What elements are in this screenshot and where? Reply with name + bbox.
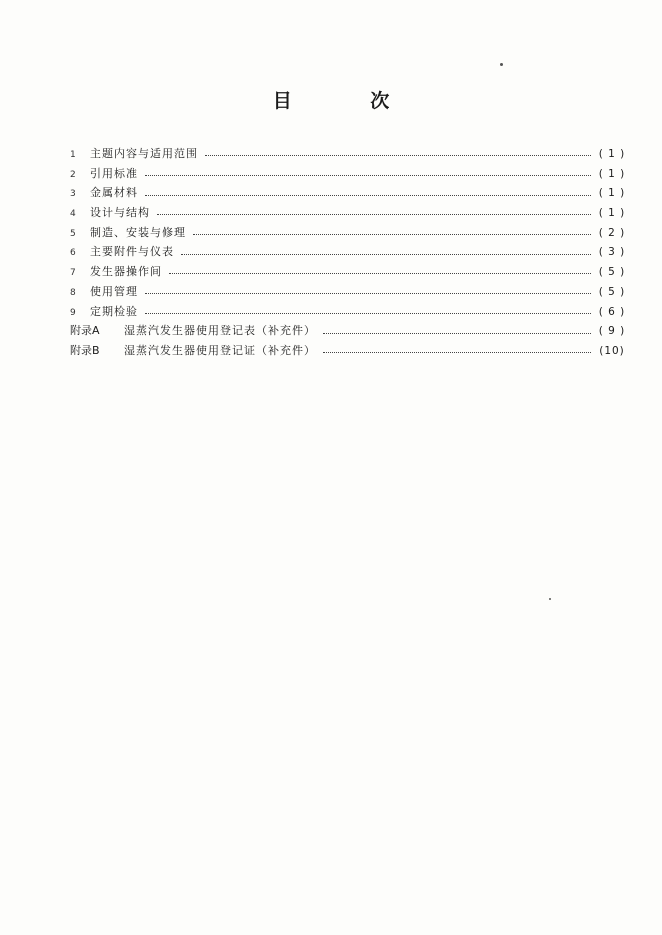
toc-label: 制造、安装与修理	[90, 225, 186, 239]
toc-number: 6	[70, 248, 76, 259]
toc-page-number: ( 5 )	[598, 285, 626, 298]
toc-label: 湿蒸汽发生器使用登记证（补充件）	[124, 343, 316, 357]
toc-entry[interactable]	[70, 262, 630, 282]
toc-label: 主题内容与适用范围	[90, 147, 198, 160]
toc-label: 湿蒸汽发生器使用登记表（补充件）	[124, 324, 316, 338]
toc-page-number: ( 2 )	[598, 226, 626, 239]
dot-leader	[145, 185, 591, 196]
dot-leader	[157, 204, 591, 215]
toc-entry[interactable]	[70, 302, 630, 322]
toc-appendix-entry[interactable]	[70, 341, 630, 361]
toc-label: 定期检验	[90, 304, 138, 318]
toc-page-number: ( 6 )	[598, 305, 626, 318]
toc-label: 设计与结构	[90, 206, 150, 220]
toc-label: 金属材料	[90, 186, 138, 200]
appendix-prefix: 附录B	[70, 343, 100, 357]
toc-number: 8	[70, 287, 76, 298]
toc-page-number: (10)	[599, 344, 625, 357]
toc-entry[interactable]	[70, 183, 630, 203]
toc-label: 使用管理	[90, 284, 138, 298]
scan-speck	[500, 63, 503, 66]
toc-number: 4	[70, 209, 76, 220]
toc-page-number: ( 5 )	[598, 266, 626, 279]
dot-leader	[193, 224, 591, 235]
dot-leader	[169, 263, 591, 274]
dot-leader	[145, 303, 591, 314]
toc-label: 引用标准	[90, 166, 138, 180]
scan-speck	[549, 598, 551, 600]
toc-label: 发生器操作间	[90, 265, 162, 279]
dot-leader	[145, 283, 591, 294]
toc-label: 主要附件与仪表	[90, 245, 174, 259]
toc-number: 7	[70, 268, 76, 279]
toc-number: 3	[70, 189, 76, 200]
toc-entry[interactable]	[70, 203, 630, 223]
toc-page-number: ( 3 )	[598, 246, 626, 259]
dot-leader	[181, 244, 591, 255]
toc-page-number: ( 1 )	[598, 167, 626, 180]
appendix-prefix: 附录A	[70, 324, 100, 338]
toc-entry[interactable]	[70, 242, 630, 262]
table-of-contents	[70, 144, 630, 361]
toc-number: 5	[70, 228, 76, 239]
dot-leader	[205, 145, 591, 156]
toc-entry[interactable]	[70, 144, 630, 164]
toc-entry[interactable]	[70, 223, 630, 243]
toc-page-number: ( 1 )	[598, 207, 626, 220]
toc-number: 9	[70, 307, 76, 318]
toc-entry[interactable]	[70, 164, 630, 184]
toc-number: 1	[70, 150, 76, 160]
toc-number: 2	[70, 169, 76, 180]
dot-leader	[323, 342, 591, 353]
dot-leader	[145, 165, 591, 176]
toc-page-number: ( 1 )	[598, 148, 626, 160]
page-title: 目 次	[272, 90, 426, 112]
toc-page-number: ( 9 )	[598, 325, 626, 338]
toc-page-number: ( 1 )	[598, 187, 626, 200]
toc-entry[interactable]	[70, 282, 630, 302]
toc-appendix-entry[interactable]	[70, 321, 630, 341]
dot-leader	[323, 323, 591, 334]
